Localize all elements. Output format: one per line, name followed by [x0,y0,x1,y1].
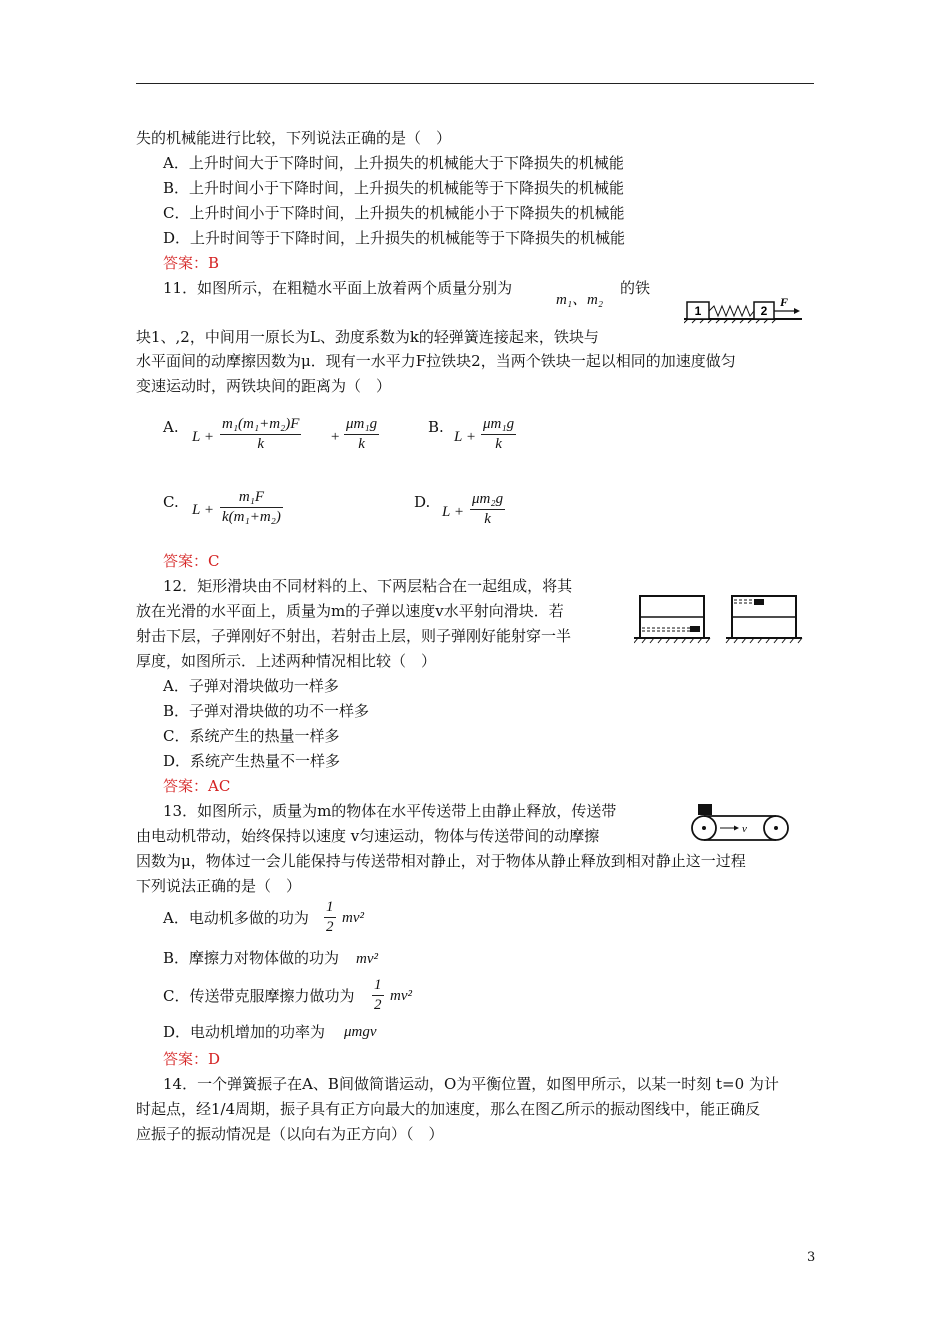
q13-optA-den: 2 [326,919,334,935]
q10-option-b: B．上升时间小于下降时间，上升损失的机械能等于下降损失的机械能 [163,179,625,197]
q13-line1: 13．如图所示，质量为m的物体在水平传送带上由静止释放，传送带 [163,802,617,820]
q10-answer: 答案：B [163,254,220,272]
q11-optA-frac1 [220,415,301,454]
q11-optA-num2: μm₁g [344,415,379,435]
q11-optA-num1: m₁(m₁+m₂)F [220,415,301,435]
q12-option-d: D．系统产生热量不一样多 [163,752,341,770]
q13-optA-text: A．电动机多做的功为 [163,909,309,927]
q11-optC-den: k(m₁+m₂) [222,509,281,525]
conveyor-object [698,804,712,815]
q13-optC-text: C．传送带克服摩擦力做功为 [163,987,355,1005]
q11-line2: 块1、,2，中间用一原长为L、劲度系数为k的轻弹簧连接起来，铁块与 [136,328,599,346]
q13-optC-den: 2 [374,997,382,1013]
q12-line2: 放在光滑的水平面上，质量为m的子弹以速度v水平射向滑块．若 [136,602,564,620]
q11-masses: m₁、m₂ [556,292,604,308]
q11-optD-frac [470,490,505,529]
q11-optD-num: μm₂g [470,490,505,510]
q13-optD-text: D．电动机增加的功率为 [163,1023,326,1041]
q10-stem: 失的机械能进行比较，下列说法正确的是（ ） [136,129,452,147]
q13-optA-tail: mv² [342,910,364,926]
q11-line1-end: 的铁 [620,279,651,297]
q13-optB-text: B．摩擦力对物体做的功为 [163,949,340,967]
q13-line4: 下列说法正确的是（ ） [136,877,302,895]
header-rule [136,83,814,84]
q11-optA-frac2 [344,415,379,454]
q13-optC-frac [372,976,384,1015]
q11-optD-den: k [484,511,491,527]
q13-line3: 因数为μ，物体过一会儿能保持与传送带相对静止，对于物体从静止释放到相对静止这一过程 [136,852,746,870]
spring [709,306,754,316]
q11-optB-frac [481,415,516,454]
q12-bullet-block-figure [634,590,804,650]
q11-option-c-label: C. [163,493,179,511]
q11-optB-den: k [495,436,502,452]
q13-optA-num: 1 [324,898,336,918]
q12-line3: 射击下层，子弹刚好不射出，若射击上层，则子弹刚好能射穿一半 [136,627,572,645]
q13-optA-frac [324,898,336,937]
q13-line2: 由电动机带动，始终保持以速度 v匀速运动，物体与传送带间的动摩擦 [136,827,600,845]
q11-optD-pre: L + [442,504,464,520]
q11-line3: 水平面间的动摩擦因数为μ．现有一水平力F拉铁块2，当两个铁块一起以相同的加速度做匀 [136,352,736,370]
q12-line4: 厚度，如图所示．上述两种情况相比较（ ） [136,652,437,670]
block-2-label: 2 [760,304,768,318]
q11-optB-pre: L + [454,429,476,445]
q12-answer: 答案：AC [163,777,231,795]
q11-optA-den2: k [358,436,365,452]
q11-optA-plus: + [330,429,341,445]
q11-answer: 答案：C [163,552,220,570]
q11-optC-pre: L + [192,502,214,518]
q11-optC-frac [220,488,283,527]
velocity-label: v [742,823,747,835]
q11-optC-num: m₁F [220,488,283,508]
force-label: F [780,295,789,309]
page-number: 3 [807,1250,816,1265]
q11-optA-den1: k [257,436,265,452]
q11-option-a-label: A. [163,418,179,436]
q13-optC-num: 1 [372,976,384,996]
q12-option-b: B．子弹对滑块做的功不一样多 [163,702,370,720]
q13-optD-tail: μmgv [344,1024,377,1040]
block-1-label: 1 [694,304,702,318]
q11-option-d-label: D. [414,493,431,511]
q11-option-b-label: B. [428,418,444,436]
q11-line1: 11．如图所示，在粗糙水平面上放着两个质量分别为 [163,279,513,297]
q10-option-d: D．上升时间等于下降时间，上升损失的机械能等于下降损失的机械能 [163,229,626,247]
q14-line3: 应振子的振动情况是（以向右为正方向）（ ） [136,1125,444,1143]
q13-conveyor-figure [688,800,798,844]
q13-optC-tail: mv² [390,988,412,1004]
q14-line2: 时起点，经1/4周期，振子具有正方向最大的加速度，那么在图乙所示的振动图线中，能正确反 [136,1100,761,1118]
q14-line1: 14．一个弹簧振子在A、B间做简谐运动，O为平衡位置，如图甲所示，以某一时刻 t=0 为计 [163,1075,779,1093]
q11-optB-num: μm₁g [481,415,516,435]
q11-optA-pre: L + [192,429,214,445]
q13-optB-tail: mv² [356,951,378,967]
q10-option-a: A．上升时间大于下降时间，上升损失的机械能大于下降损失的机械能 [163,154,624,172]
q12-option-c: C．系统产生的热量一样多 [163,727,340,745]
q12-option-a: A．子弹对滑块做功一样多 [163,677,339,695]
q11-line4: 变速运动时，两铁块间的距离为（ ） [136,377,392,395]
q11-spring-blocks-figure [684,294,814,324]
q13-answer: 答案：D [163,1050,221,1068]
q10-option-c: C．上升时间小于下降时间，上升损失的机械能小于下降损失的机械能 [163,204,625,222]
q12-line1: 12．矩形滑块由不同材料的上、下两层粘合在一起组成，将其 [163,577,573,595]
